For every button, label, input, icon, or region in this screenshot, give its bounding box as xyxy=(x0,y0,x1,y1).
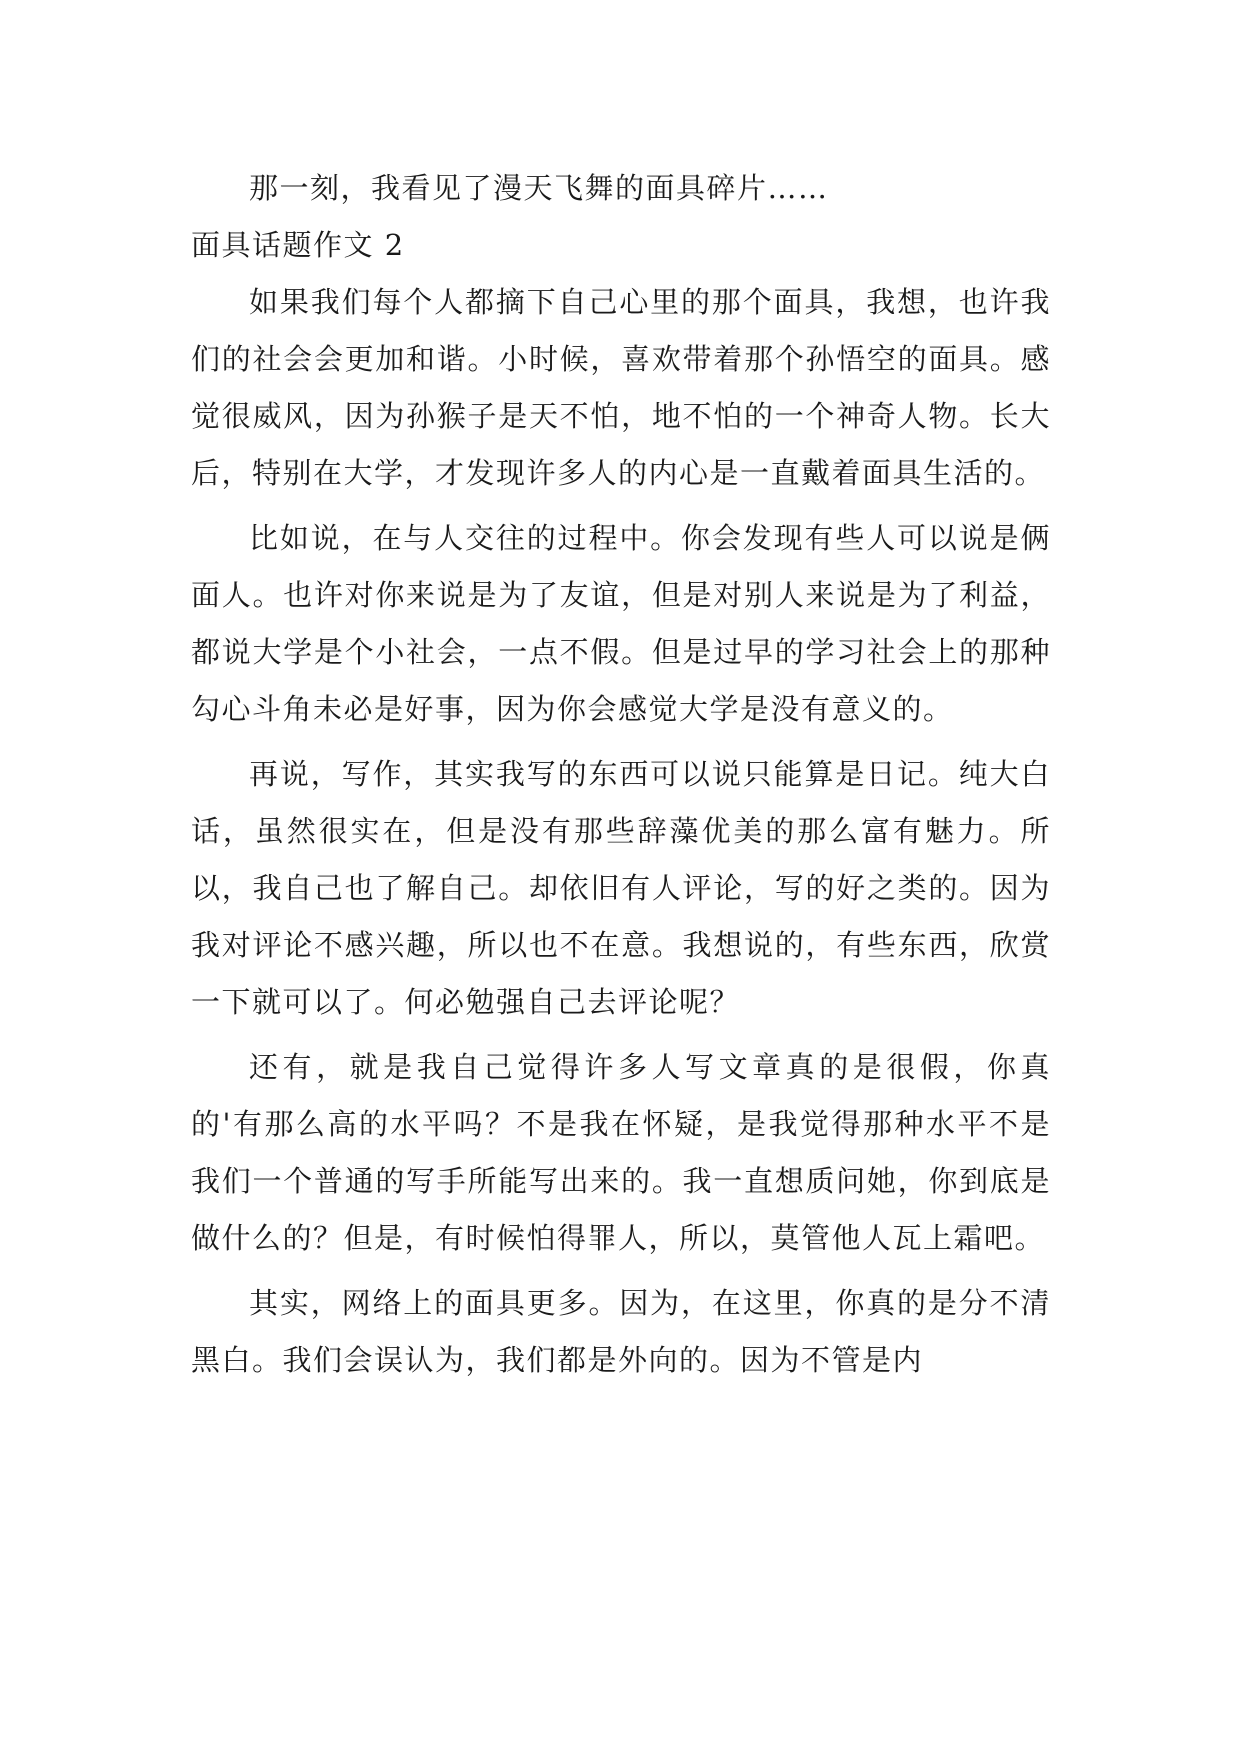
body-paragraph-4: 还有，就是我自己觉得许多人写文章真的是很假，你真的'有那么高的水平吗？不是我在怀疑，是我觉得那种水平不是我们一个普通的写手所能写出来的。我一直想质问她，你到底是做什么的？但是，有时候怕得罪人，所以，莫管他人瓦上霜吧。 xyxy=(191,1050,1051,1255)
body-paragraph-1: 如果我们每个人都摘下自己心里的那个面具，我想，也许我们的社会会更加和谐。小时候，喜欢带着那个孙悟空的面具。感觉很威风，因为孙猴子是天不怕，地不怕的一个神奇人物。长大后，特别在大学，才发现许多人的内心是一直戴着面具生活的。 xyxy=(191,285,1051,490)
body-paragraph-3: 再说，写作，其实我写的东西可以说只能算是日记。纯大白话，虽然很实在，但是没有那些辞藻优美的那么富有魅力。所以，我自己也了解自己。却依旧有人评论，写的好之类的。因为我对评论不感兴趣，所以也不在意。我想说的，有些东西，欣赏一下就可以了。何必勉强自己去评论呢？ xyxy=(191,757,1051,1019)
document-body xyxy=(191,160,1051,1397)
intro-paragraph: 那一刻，我看见了漫天飞舞的面具碎片…… xyxy=(249,171,829,205)
body-paragraph-5: 其实，网络上的面具更多。因为，在这里，你真的是分不清黑白。我们会误认为，我们都是外向的。因为不管是内 xyxy=(191,1286,1051,1377)
body-paragraph-2: 比如说，在与人交往的过程中。你会发现有些人可以说是俩面人。也许对你来说是为了友谊，但是对别人来说是为了利益，都说大学是个小社会，一点不假。但是过早的学习社会上的那种勾心斗角未必是好事，因为你会感觉大学是没有意义的。 xyxy=(191,521,1051,726)
essay-title: 面具话题作文 2 xyxy=(191,228,405,262)
